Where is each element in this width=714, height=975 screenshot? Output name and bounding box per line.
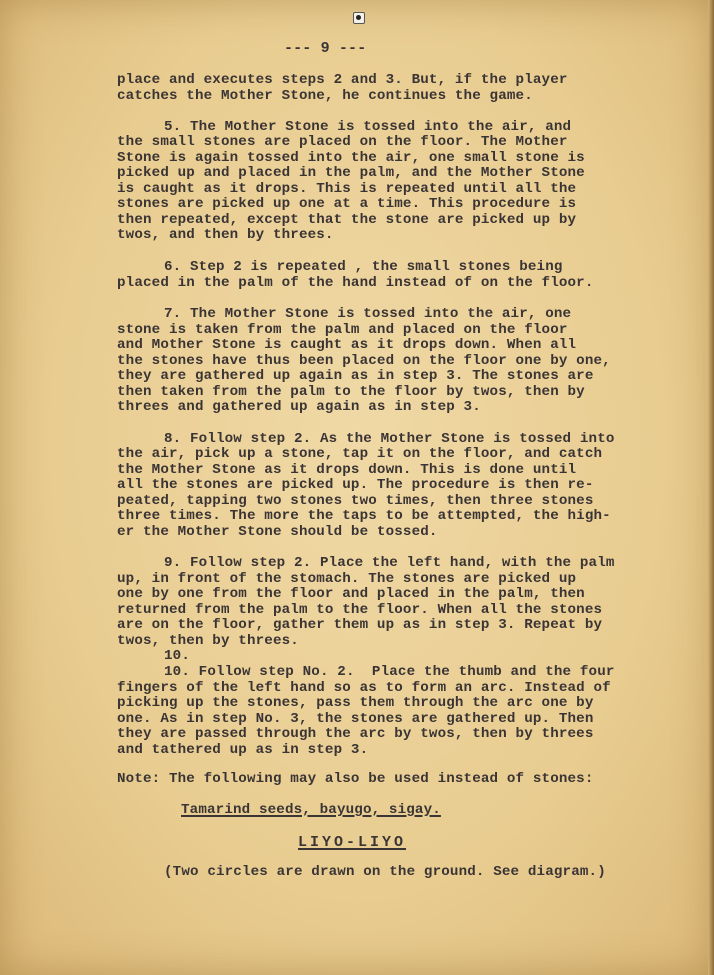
step-8-line: all the stones are picked up. The procedure is then re- (117, 477, 594, 493)
staple-hole-icon (353, 12, 365, 24)
step-6-line: placed in the palm of the hand instead of on the floor. (117, 275, 594, 291)
step-7-line: and Mother Stone is caught as it drops down. When all (117, 337, 577, 353)
page-number: --- 9 --- (284, 40, 367, 57)
step-5-line: is caught as it drops. This is repeated until all the (117, 181, 577, 197)
page-edge-shadow (708, 0, 714, 975)
step-9-line: returned from the palm to the floor. When all the stones (117, 602, 603, 618)
step-8-line: three times. The more the taps to be attempted, the high- (117, 508, 611, 524)
step-10-line: one. As in step No. 3, the stones are gathered up. Then (117, 711, 594, 727)
step-9-line: 9. Follow step 2. Place the left hand, with the palm (164, 555, 615, 571)
step-7-line: they are gathered up again as in step 3. The stones are (117, 368, 594, 384)
step-5-line: picked up and placed in the palm, and the Mother Stone (117, 165, 585, 181)
step-7-line: stone is taken from the palm and placed on the floor (117, 322, 568, 338)
step-8-line: the air, pick up a stone, tap it on the floor, and catch (117, 446, 603, 462)
step-5-line: then repeated, except that the stone are picked up by (117, 212, 577, 228)
step-7-line: then taken from the palm to the floor by twos, then by (117, 384, 585, 400)
step-10-line: picking up the stones, pass them through the arc one by (117, 695, 594, 711)
step-7-line: threes and gathered up again as in step 3. (117, 399, 481, 415)
step-10-line: they are passed through the arc by twos, then by threes (117, 726, 594, 742)
step-10-line: and tathered up as in step 3. (117, 742, 369, 758)
step-9-line: up, in front of the stomach. The stones are picked up (117, 571, 577, 587)
step-5-line: the small stones are placed on the floor. The Mother (117, 134, 568, 150)
step-10-line: fingers of the left hand so as to form an arc. Instead of (117, 680, 611, 696)
step-9-line: are on the floor, gather them up as in step 3. Repeat by (117, 617, 603, 633)
step-5-line: 5. The Mother Stone is tossed into the air, and (164, 119, 572, 135)
alternatives-list: Tamarind seeds, bayugo, sigay. (181, 802, 441, 818)
paragraph-continuation-line: catches the Mother Stone, he continues the game. (117, 88, 533, 104)
step-9-line: twos, then by threes. (117, 633, 299, 649)
step-8-line: er the Mother Stone should be tossed. (117, 524, 438, 540)
diagram-caption: (Two circles are drawn on the ground. See diagram.) (164, 864, 606, 880)
note-line: Note: The following may also be used instead of stones: (117, 771, 594, 787)
step-8-line: the Mother Stone as it drops down. This is done until (117, 462, 577, 478)
step-8-line: 8. Follow step 2. As the Mother Stone is tossed into (164, 431, 615, 447)
step-5-line: Stone is again tossed into the air, one small stone is (117, 150, 585, 166)
step-9-line: one by one from the floor and placed in the palm, then (117, 586, 585, 602)
game-title: LIYO-LIYO (298, 834, 407, 851)
step-6-line: 6. Step 2 is repeated , the small stones being (164, 259, 563, 275)
step-10-stray-number: 10. (164, 648, 190, 664)
step-8-line: peated, tapping two stones two times, then three stones (117, 493, 594, 509)
step-5-line: stones are picked up one at a time. This procedure is (117, 196, 577, 212)
step-5-line: twos, and then by threes. (117, 227, 334, 243)
step-7-line: the stones have thus been placed on the floor one by one, (117, 353, 611, 369)
step-10-line: 10. Follow step No. 2. Place the thumb and the four (164, 664, 615, 680)
paragraph-continuation-line: place and executes steps 2 and 3. But, if the player (117, 72, 568, 88)
step-7-line: 7. The Mother Stone is tossed into the air, one (164, 306, 572, 322)
